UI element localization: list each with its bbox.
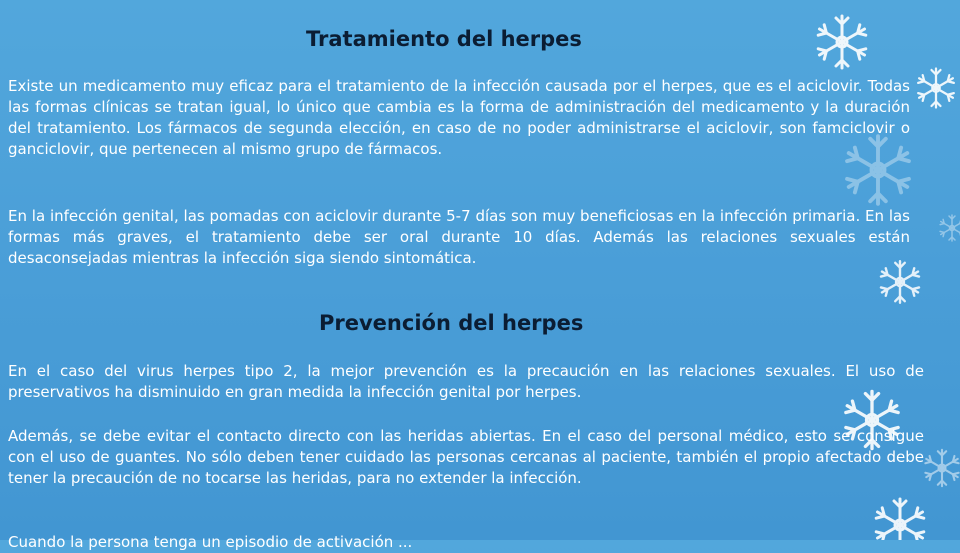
snowflake-icon: [924, 450, 960, 486]
paragraph-treatment-2: En la infección genital, las pomadas con aciclovir durante 5-7 días son muy beneficiosas en la infección primaria. En las formas más graves, el tratamiento debe ser oral durante 10 días. Además las relaciones sexuales están desaconsejadas mientras la infección siga siendo sintomática.: [8, 207, 910, 267]
paragraph-prevention-2: Además, se debe evitar el contacto directo con las heridas abiertas. En el caso del personal médico, esto se consigue con el uso de guantes. No sólo deben tener cuidado las personas cercanas al paciente, también el propio afectado debe tener la precaución de no tocarse las heridas, para no extender la infección.: [8, 427, 924, 487]
paragraph-prevention-1: En el caso del virus herpes tipo 2, la mejor prevención es la precaución en las relaciones sexuales. El uso de preservativos ha disminuido en gran medida la infección genital por herpes.: [8, 362, 924, 401]
snowflake-icon: [939, 215, 960, 241]
snowflake-icon: [816, 16, 867, 68]
paragraph-prevention-3-cutoff: Cuando la persona tenga un episodio de activación ...: [8, 533, 413, 551]
snowflake-icon: [917, 69, 955, 108]
section-title-treatment: Tratamiento del herpes: [306, 27, 582, 51]
section-title-prevention: Prevención del herpes: [319, 311, 584, 335]
paragraph-treatment-1: Existe un medicamento muy eficaz para el tratamiento de la infección causada por el herpes, que es el aciclovir. Todas las formas clínicas se tratan igual, lo único que cambia es la forma de administración del medicamento y la duración del tratamiento. Los fármacos de segunda elección, en caso de no poder administrarse el aciclovir, son famciclovir o ganciclovir, que pertenecen al mismo grupo de fármacos.: [8, 77, 910, 158]
